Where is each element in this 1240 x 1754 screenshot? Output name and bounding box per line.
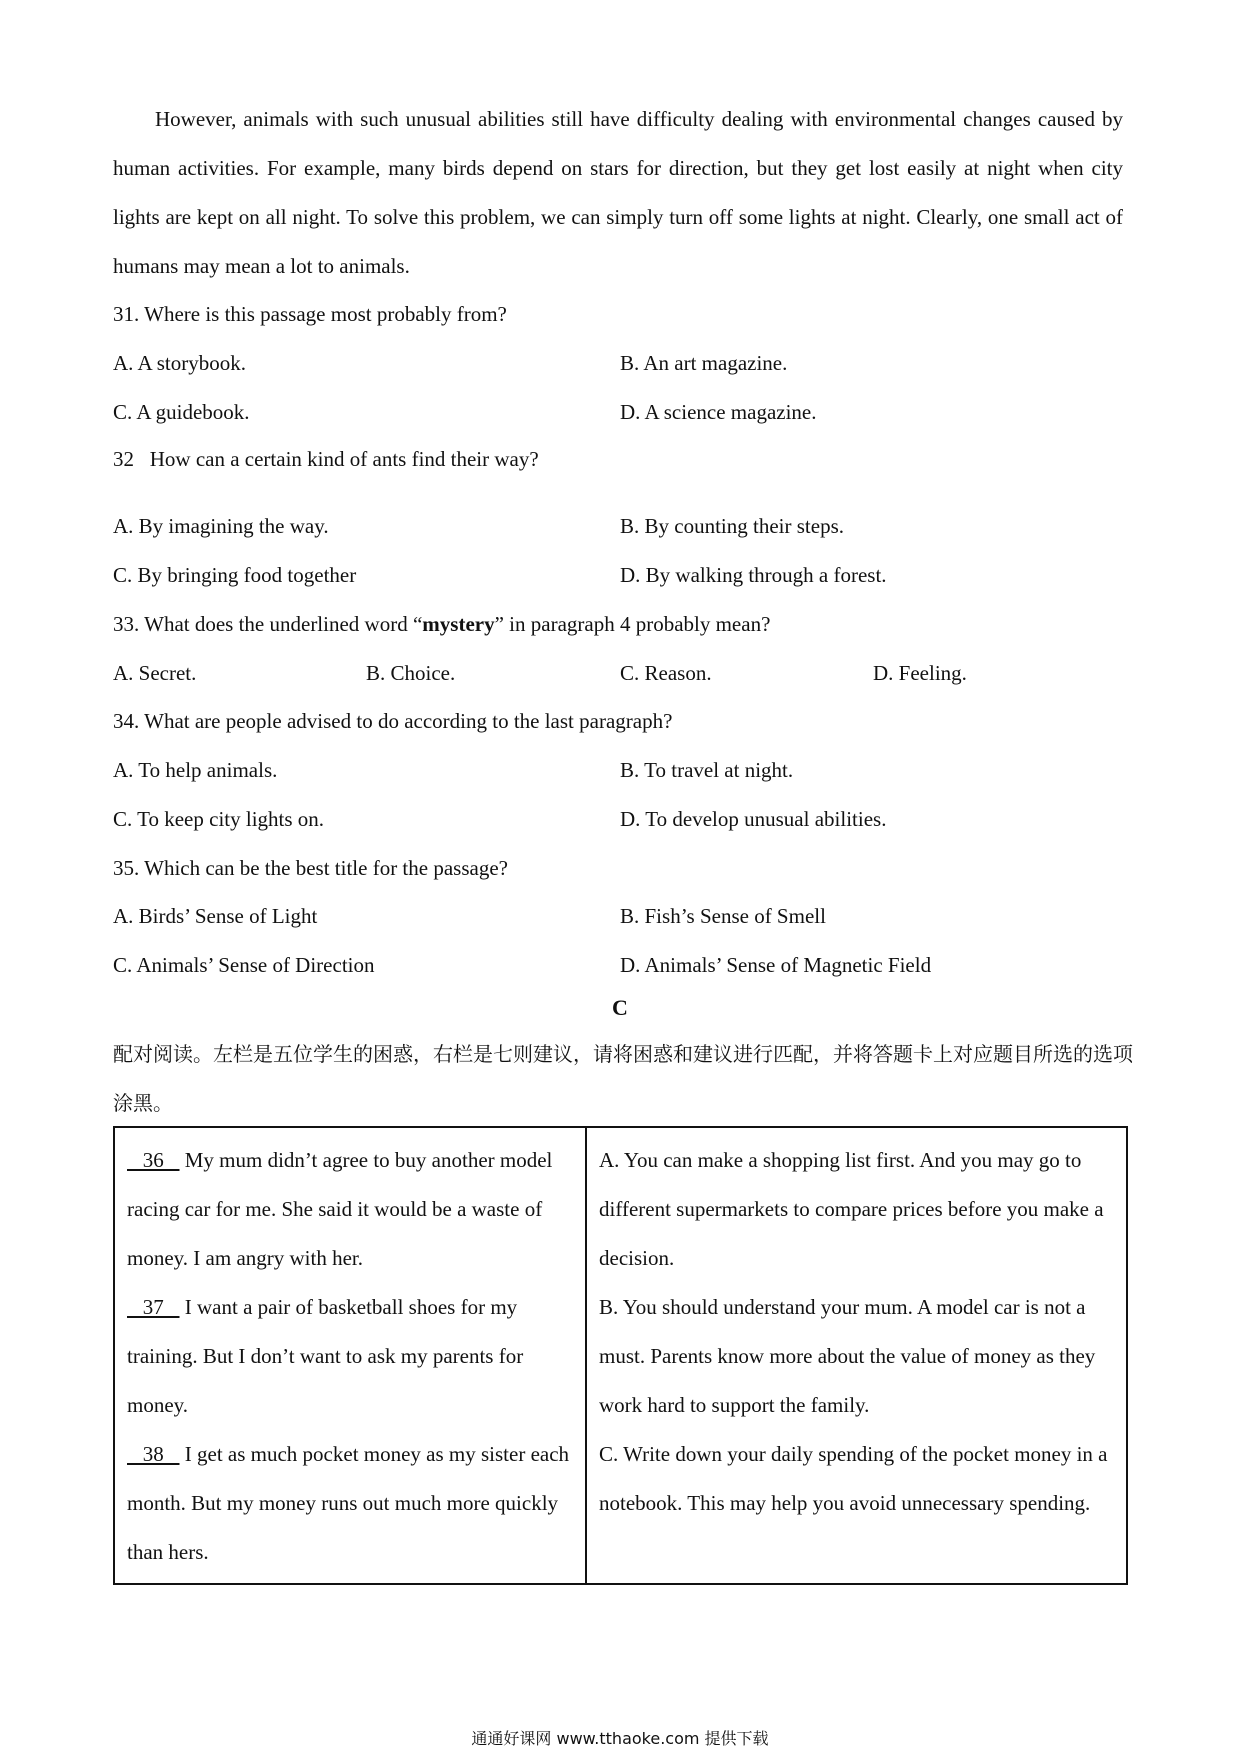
q35-option-a: A. Birds’ Sense of Light	[113, 904, 318, 928]
q33-stem-start: 33. What does the underlined word “	[113, 612, 423, 636]
question-35-stem: 35. Which can be the best title for the passage?	[113, 856, 508, 880]
problems-column	[114, 1127, 586, 1584]
footer-watermark: 通通好课网 www.tthaoke.com 提供下载	[471, 1729, 769, 1748]
question-33-stem	[113, 610, 770, 638]
q35-option-c: C. Animals’ Sense of Direction	[113, 953, 375, 977]
problem-item	[127, 1430, 575, 1577]
q32-option-c: C. By bringing food together	[113, 563, 357, 587]
problem-text: I want a pair of basketball shoes for my training. But I don’t want to ask my parents for money.	[127, 1295, 524, 1417]
q35-option-b: B. Fish’s Sense of Smell	[620, 904, 826, 928]
q33-keyword: mystery	[422, 612, 495, 636]
question-32-stem: 32 How can a certain kind of ants find their way?	[113, 447, 539, 471]
problem-text: My mum didn’t agree to buy another model racing car for me. She said it would be a waste of money. I am angry with her.	[127, 1148, 553, 1270]
answer-blank-36: 36	[127, 1148, 180, 1172]
q34-option-a: A. To help animals.	[113, 758, 278, 782]
q31-option-a: A. A storybook.	[113, 351, 247, 375]
q33-option-b: B. Choice.	[366, 661, 456, 685]
advice-item-b: B. You should understand your mum. A model car is not a must. Parents know more about the value of money as they work hard to support the family.	[599, 1295, 1096, 1417]
q34-option-b: B. To travel at night.	[620, 758, 794, 782]
q34-option-d: D. To develop unusual abilities.	[620, 807, 887, 831]
answer-blank-38: 38	[127, 1442, 180, 1466]
question-31-stem: 31. Where is this passage most probably from?	[113, 302, 507, 326]
q31-option-c: C. A guidebook.	[113, 400, 250, 424]
question-34-stem: 34. What are people advised to do according to the last paragraph?	[113, 709, 673, 733]
matching-table	[113, 1126, 1128, 1585]
q35-option-d: D. Animals’ Sense of Magnetic Field	[620, 953, 932, 977]
advice-item-a: A. You can make a shopping list first. And you may go to different supermarkets to compare prices before you make a decision.	[599, 1148, 1104, 1270]
q33-stem-end: ” in paragraph 4 probably mean?	[494, 612, 771, 636]
advice-item-c: C. Write down your daily spending of the pocket money in a notebook. This may help you avoid unnecessary spending.	[599, 1442, 1108, 1515]
q32-option-d: D. By walking through a forest.	[620, 563, 887, 587]
problem-item	[127, 1136, 575, 1283]
q33-option-d: D. Feeling.	[873, 661, 967, 685]
q31-option-d: D. A science magazine.	[620, 400, 817, 424]
q32-option-a: A. By imagining the way.	[113, 514, 329, 538]
passage-paragraph: However, animals with such unusual abilities still have difficulty dealing with environmental changes caused by human activities. For example, many birds depend on stars for direction, but they get lost easily at night when city lights are kept on all night. To solve this problem, we can simply turn off some lights at night. Clearly, one small act of humans may mean a lot to animals.	[113, 107, 1123, 278]
advice-column	[586, 1127, 1127, 1584]
q33-option-a: A. Secret.	[113, 661, 197, 685]
answer-blank-37: 37	[127, 1295, 180, 1319]
problem-text: I get as much pocket money as my sister each month. But my money runs out much more quickly than hers.	[127, 1442, 570, 1564]
q32-option-b: B. By counting their steps.	[620, 514, 844, 538]
q33-option-c: C. Reason.	[620, 661, 712, 685]
section-instructions: 配对阅读。左栏是五位学生的困惑，右栏是七则建议，请将困惑和建议进行匹配，并将答题卡上对应题目所选的选项涂黑。	[113, 1042, 1133, 1115]
problem-item	[127, 1283, 575, 1430]
section-heading: C	[612, 995, 628, 1020]
q31-option-b: B. An art magazine.	[620, 351, 788, 375]
q34-option-c: C. To keep city lights on.	[113, 807, 325, 831]
